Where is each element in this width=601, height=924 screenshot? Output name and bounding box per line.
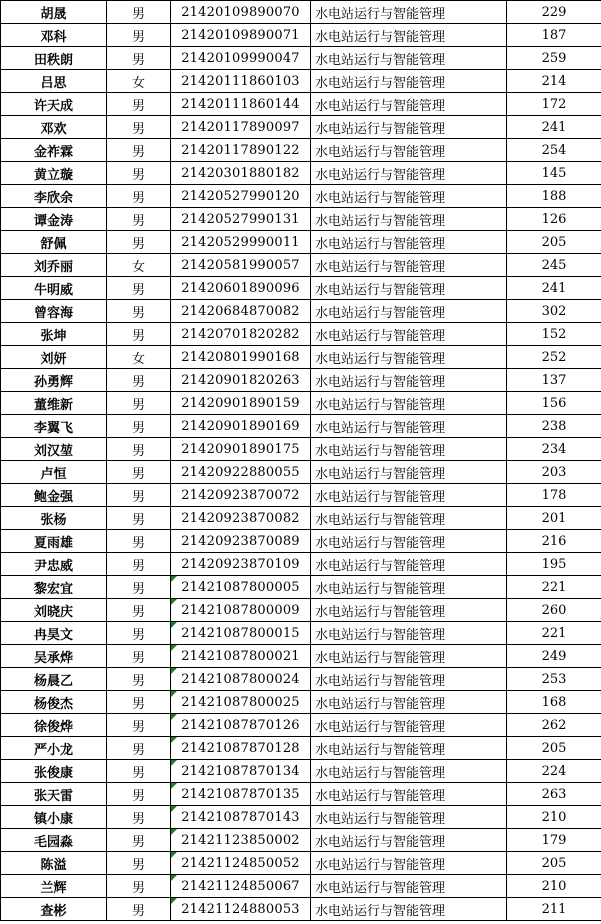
gender-cell: 男 (107, 369, 171, 392)
gender-cell: 男 (107, 783, 171, 806)
cell-indicator-icon (171, 599, 177, 605)
major-cell: 水电站运行与智能管理 (311, 139, 507, 162)
student-name-cell: 镇小康 (1, 806, 107, 829)
gender-cell: 男 (107, 484, 171, 507)
gender-cell: 男 (107, 806, 171, 829)
table-row (1, 231, 601, 254)
exam-id-cell: 21421087800015 (171, 622, 311, 645)
major-cell: 水电站运行与智能管理 (311, 576, 507, 599)
gender-cell: 男 (107, 691, 171, 714)
table-row (1, 622, 601, 645)
exam-id-cell: 21420901890159 (171, 392, 311, 415)
exam-id-cell: 21420601890096 (171, 277, 311, 300)
gender-cell: 男 (107, 714, 171, 737)
cell-indicator-icon (171, 645, 177, 651)
student-name-cell: 卢恒 (1, 461, 107, 484)
major-cell: 水电站运行与智能管理 (311, 691, 507, 714)
table-row (1, 829, 601, 852)
cell-indicator-icon (171, 852, 177, 858)
table-row (1, 484, 601, 507)
score-cell: 253 (507, 668, 601, 691)
table-row (1, 875, 601, 898)
exam-id-cell: 21420923870109 (171, 553, 311, 576)
gender-cell: 男 (107, 645, 171, 668)
cell-indicator-icon (171, 576, 177, 582)
major-cell: 水电站运行与智能管理 (311, 346, 507, 369)
gender-cell: 男 (107, 1, 171, 24)
score-cell: 126 (507, 208, 601, 231)
major-cell: 水电站运行与智能管理 (311, 852, 507, 875)
major-cell: 水电站运行与智能管理 (311, 93, 507, 116)
exam-id-cell: 21420117890097 (171, 116, 311, 139)
gender-cell: 男 (107, 737, 171, 760)
gender-cell: 男 (107, 898, 171, 921)
major-cell: 水电站运行与智能管理 (311, 300, 507, 323)
gender-cell: 男 (107, 852, 171, 875)
student-name-cell: 张天雷 (1, 783, 107, 806)
student-name-cell: 李欣余 (1, 185, 107, 208)
exam-id-cell: 21420109990047 (171, 47, 311, 70)
gender-cell: 男 (107, 24, 171, 47)
table-row (1, 599, 601, 622)
table-row (1, 116, 601, 139)
exam-id-cell: 21420527990131 (171, 208, 311, 231)
student-name-cell: 徐俊烨 (1, 714, 107, 737)
major-cell: 水电站运行与智能管理 (311, 47, 507, 70)
student-name-cell: 孙勇辉 (1, 369, 107, 392)
student-name-cell: 陈溢 (1, 852, 107, 875)
student-name-cell: 舒佩 (1, 231, 107, 254)
table-row (1, 438, 601, 461)
student-name-cell: 曾容海 (1, 300, 107, 323)
exam-id-cell: 21421087870134 (171, 760, 311, 783)
student-name-cell: 黄立璇 (1, 162, 107, 185)
major-cell: 水电站运行与智能管理 (311, 599, 507, 622)
major-cell: 水电站运行与智能管理 (311, 438, 507, 461)
major-cell: 水电站运行与智能管理 (311, 668, 507, 691)
table-row (1, 346, 601, 369)
student-name-cell: 邓欢 (1, 116, 107, 139)
major-cell: 水电站运行与智能管理 (311, 392, 507, 415)
score-cell: 302 (507, 300, 601, 323)
gender-cell: 女 (107, 70, 171, 93)
major-cell: 水电站运行与智能管理 (311, 185, 507, 208)
major-cell: 水电站运行与智能管理 (311, 231, 507, 254)
major-cell: 水电站运行与智能管理 (311, 24, 507, 47)
exam-id-cell: 21420684870082 (171, 300, 311, 323)
score-cell: 137 (507, 369, 601, 392)
student-name-cell: 毛园淼 (1, 829, 107, 852)
score-cell: 203 (507, 461, 601, 484)
score-cell: 205 (507, 852, 601, 875)
score-cell: 229 (507, 1, 601, 24)
exam-id-cell: 21421124850052 (171, 852, 311, 875)
cell-indicator-icon (171, 829, 177, 835)
score-cell: 152 (507, 323, 601, 346)
student-name-cell: 黎宏宜 (1, 576, 107, 599)
score-cell: 214 (507, 70, 601, 93)
exam-id-cell: 21421087870143 (171, 806, 311, 829)
gender-cell: 男 (107, 507, 171, 530)
gender-cell: 男 (107, 553, 171, 576)
score-cell: 201 (507, 507, 601, 530)
cell-indicator-icon (171, 783, 177, 789)
cell-indicator-icon (171, 875, 177, 881)
student-name-cell: 刘妍 (1, 346, 107, 369)
table-row (1, 530, 601, 553)
major-cell: 水电站运行与智能管理 (311, 714, 507, 737)
score-cell: 241 (507, 277, 601, 300)
gender-cell: 男 (107, 760, 171, 783)
exam-id-cell: 21420117890122 (171, 139, 311, 162)
exam-id-cell: 21420301880182 (171, 162, 311, 185)
table-row (1, 300, 601, 323)
exam-id-cell: 21420109890070 (171, 1, 311, 24)
table-row (1, 254, 601, 277)
table-row (1, 852, 601, 875)
score-cell: 188 (507, 185, 601, 208)
exam-id-cell: 21421087800005 (171, 576, 311, 599)
table-row (1, 783, 601, 806)
student-name-cell: 金祚霖 (1, 139, 107, 162)
gender-cell: 女 (107, 346, 171, 369)
table-row (1, 714, 601, 737)
score-cell: 254 (507, 139, 601, 162)
major-cell: 水电站运行与智能管理 (311, 369, 507, 392)
cell-indicator-icon (171, 714, 177, 720)
table-row (1, 70, 601, 93)
major-cell: 水电站运行与智能管理 (311, 461, 507, 484)
student-name-cell: 杨晨乙 (1, 668, 107, 691)
exam-id-cell: 21421087800024 (171, 668, 311, 691)
score-cell: 145 (507, 162, 601, 185)
gender-cell: 男 (107, 415, 171, 438)
table-row (1, 576, 601, 599)
score-cell: 262 (507, 714, 601, 737)
score-cell: 252 (507, 346, 601, 369)
cell-indicator-icon (171, 760, 177, 766)
exam-id-cell: 21421087870126 (171, 714, 311, 737)
major-cell: 水电站运行与智能管理 (311, 553, 507, 576)
gender-cell: 男 (107, 392, 171, 415)
score-cell: 187 (507, 24, 601, 47)
exam-id-cell: 21420529990011 (171, 231, 311, 254)
gender-cell: 男 (107, 576, 171, 599)
major-cell: 水电站运行与智能管理 (311, 507, 507, 530)
major-cell: 水电站运行与智能管理 (311, 783, 507, 806)
score-cell: 172 (507, 93, 601, 116)
exam-id-cell: 21420109890071 (171, 24, 311, 47)
student-name-cell: 邓科 (1, 24, 107, 47)
score-cell: 210 (507, 806, 601, 829)
exam-id-cell: 21421124850067 (171, 875, 311, 898)
student-name-cell: 杨俊杰 (1, 691, 107, 714)
gender-cell: 男 (107, 875, 171, 898)
student-name-cell: 谭金涛 (1, 208, 107, 231)
exam-id-cell: 21420923870089 (171, 530, 311, 553)
gender-cell: 男 (107, 461, 171, 484)
score-cell: 211 (507, 898, 601, 921)
exam-id-cell: 21420581990057 (171, 254, 311, 277)
exam-id-cell: 21421087870128 (171, 737, 311, 760)
exam-id-cell: 21420901890175 (171, 438, 311, 461)
score-cell: 205 (507, 737, 601, 760)
student-name-cell: 许天成 (1, 93, 107, 116)
cell-indicator-icon (171, 622, 177, 628)
exam-id-cell: 21420111860144 (171, 93, 311, 116)
score-cell: 238 (507, 415, 601, 438)
major-cell: 水电站运行与智能管理 (311, 162, 507, 185)
exam-id-cell: 21420901890169 (171, 415, 311, 438)
table-row (1, 47, 601, 70)
student-name-cell: 胡晟 (1, 1, 107, 24)
table-row (1, 1, 601, 24)
table-row (1, 392, 601, 415)
student-name-cell: 严小龙 (1, 737, 107, 760)
student-name-cell: 夏雨雄 (1, 530, 107, 553)
major-cell: 水电站运行与智能管理 (311, 116, 507, 139)
gender-cell: 男 (107, 116, 171, 139)
gender-cell: 男 (107, 162, 171, 185)
student-name-cell: 查彬 (1, 898, 107, 921)
gender-cell: 男 (107, 438, 171, 461)
table-row (1, 668, 601, 691)
exam-id-cell: 21420527990120 (171, 185, 311, 208)
score-cell: 205 (507, 231, 601, 254)
major-cell: 水电站运行与智能管理 (311, 208, 507, 231)
cell-indicator-icon (171, 898, 177, 904)
exam-id-cell: 21420801990168 (171, 346, 311, 369)
student-name-cell: 张俊康 (1, 760, 107, 783)
major-cell: 水电站运行与智能管理 (311, 898, 507, 921)
score-cell: 260 (507, 599, 601, 622)
table-row (1, 277, 601, 300)
gender-cell: 男 (107, 829, 171, 852)
gender-cell: 男 (107, 47, 171, 70)
student-name-cell: 鲍金强 (1, 484, 107, 507)
score-cell: 178 (507, 484, 601, 507)
table-row (1, 323, 601, 346)
student-name-cell: 董维新 (1, 392, 107, 415)
major-cell: 水电站运行与智能管理 (311, 277, 507, 300)
score-cell: 168 (507, 691, 601, 714)
score-cell: 263 (507, 783, 601, 806)
major-cell: 水电站运行与智能管理 (311, 806, 507, 829)
student-name-cell: 刘晓庆 (1, 599, 107, 622)
table-row (1, 760, 601, 783)
score-cell: 224 (507, 760, 601, 783)
gender-cell: 男 (107, 300, 171, 323)
table-row (1, 415, 601, 438)
student-name-cell: 冉昊文 (1, 622, 107, 645)
exam-id-cell: 21421087800025 (171, 691, 311, 714)
gender-cell: 男 (107, 599, 171, 622)
score-cell: 249 (507, 645, 601, 668)
gender-cell: 男 (107, 530, 171, 553)
major-cell: 水电站运行与智能管理 (311, 254, 507, 277)
major-cell: 水电站运行与智能管理 (311, 530, 507, 553)
exam-id-cell: 21420923870082 (171, 507, 311, 530)
cell-indicator-icon (171, 691, 177, 697)
exam-id-cell: 21420923870072 (171, 484, 311, 507)
major-cell: 水电站运行与智能管理 (311, 484, 507, 507)
gender-cell: 男 (107, 93, 171, 116)
student-name-cell: 李翼飞 (1, 415, 107, 438)
table-row (1, 162, 601, 185)
major-cell: 水电站运行与智能管理 (311, 645, 507, 668)
gender-cell: 男 (107, 231, 171, 254)
score-cell: 245 (507, 254, 601, 277)
exam-id-cell: 21421123850002 (171, 829, 311, 852)
gender-cell: 男 (107, 208, 171, 231)
table-row (1, 898, 601, 921)
table-row (1, 737, 601, 760)
gender-cell: 男 (107, 323, 171, 346)
table-row (1, 93, 601, 116)
cell-indicator-icon (171, 806, 177, 812)
student-name-cell: 吕思 (1, 70, 107, 93)
major-cell: 水电站运行与智能管理 (311, 737, 507, 760)
table-row (1, 461, 601, 484)
table-row (1, 208, 601, 231)
exam-id-cell: 21420922880055 (171, 461, 311, 484)
exam-id-cell: 21420901820263 (171, 369, 311, 392)
table-row (1, 553, 601, 576)
table-row (1, 139, 601, 162)
table-row (1, 806, 601, 829)
gender-cell: 男 (107, 139, 171, 162)
table-row (1, 24, 601, 47)
score-cell: 179 (507, 829, 601, 852)
major-cell: 水电站运行与智能管理 (311, 875, 507, 898)
major-cell: 水电站运行与智能管理 (311, 829, 507, 852)
table-row (1, 185, 601, 208)
exam-id-cell: 21421087870135 (171, 783, 311, 806)
student-name-cell: 刘汉堃 (1, 438, 107, 461)
major-cell: 水电站运行与智能管理 (311, 1, 507, 24)
exam-id-cell: 21421087800021 (171, 645, 311, 668)
exam-id-cell: 21421124880053 (171, 898, 311, 921)
gender-cell: 男 (107, 185, 171, 208)
cell-indicator-icon (171, 668, 177, 674)
table-row (1, 645, 601, 668)
score-cell: 259 (507, 47, 601, 70)
score-cell: 221 (507, 622, 601, 645)
major-cell: 水电站运行与智能管理 (311, 70, 507, 93)
gender-cell: 男 (107, 622, 171, 645)
gender-cell: 男 (107, 668, 171, 691)
table-body (1, 1, 601, 921)
student-name-cell: 兰辉 (1, 875, 107, 898)
student-name-cell: 尹忠威 (1, 553, 107, 576)
gender-cell: 男 (107, 277, 171, 300)
student-name-cell: 张坤 (1, 323, 107, 346)
student-name-cell: 张杨 (1, 507, 107, 530)
score-cell: 234 (507, 438, 601, 461)
major-cell: 水电站运行与智能管理 (311, 622, 507, 645)
student-name-cell: 田秩朗 (1, 47, 107, 70)
student-name-cell: 刘乔丽 (1, 254, 107, 277)
table-row (1, 369, 601, 392)
student-name-cell: 吴承烨 (1, 645, 107, 668)
score-cell: 156 (507, 392, 601, 415)
exam-id-cell: 21421087800009 (171, 599, 311, 622)
score-cell: 241 (507, 116, 601, 139)
exam-id-cell: 21420111860103 (171, 70, 311, 93)
exam-id-cell: 21420701820282 (171, 323, 311, 346)
score-cell: 216 (507, 530, 601, 553)
gender-cell: 女 (107, 254, 171, 277)
score-cell: 195 (507, 553, 601, 576)
major-cell: 水电站运行与智能管理 (311, 415, 507, 438)
student-name-cell: 牛明威 (1, 277, 107, 300)
major-cell: 水电站运行与智能管理 (311, 760, 507, 783)
table-row (1, 507, 601, 530)
table-row (1, 691, 601, 714)
score-cell: 210 (507, 875, 601, 898)
cell-indicator-icon (171, 737, 177, 743)
score-cell: 221 (507, 576, 601, 599)
major-cell: 水电站运行与智能管理 (311, 323, 507, 346)
